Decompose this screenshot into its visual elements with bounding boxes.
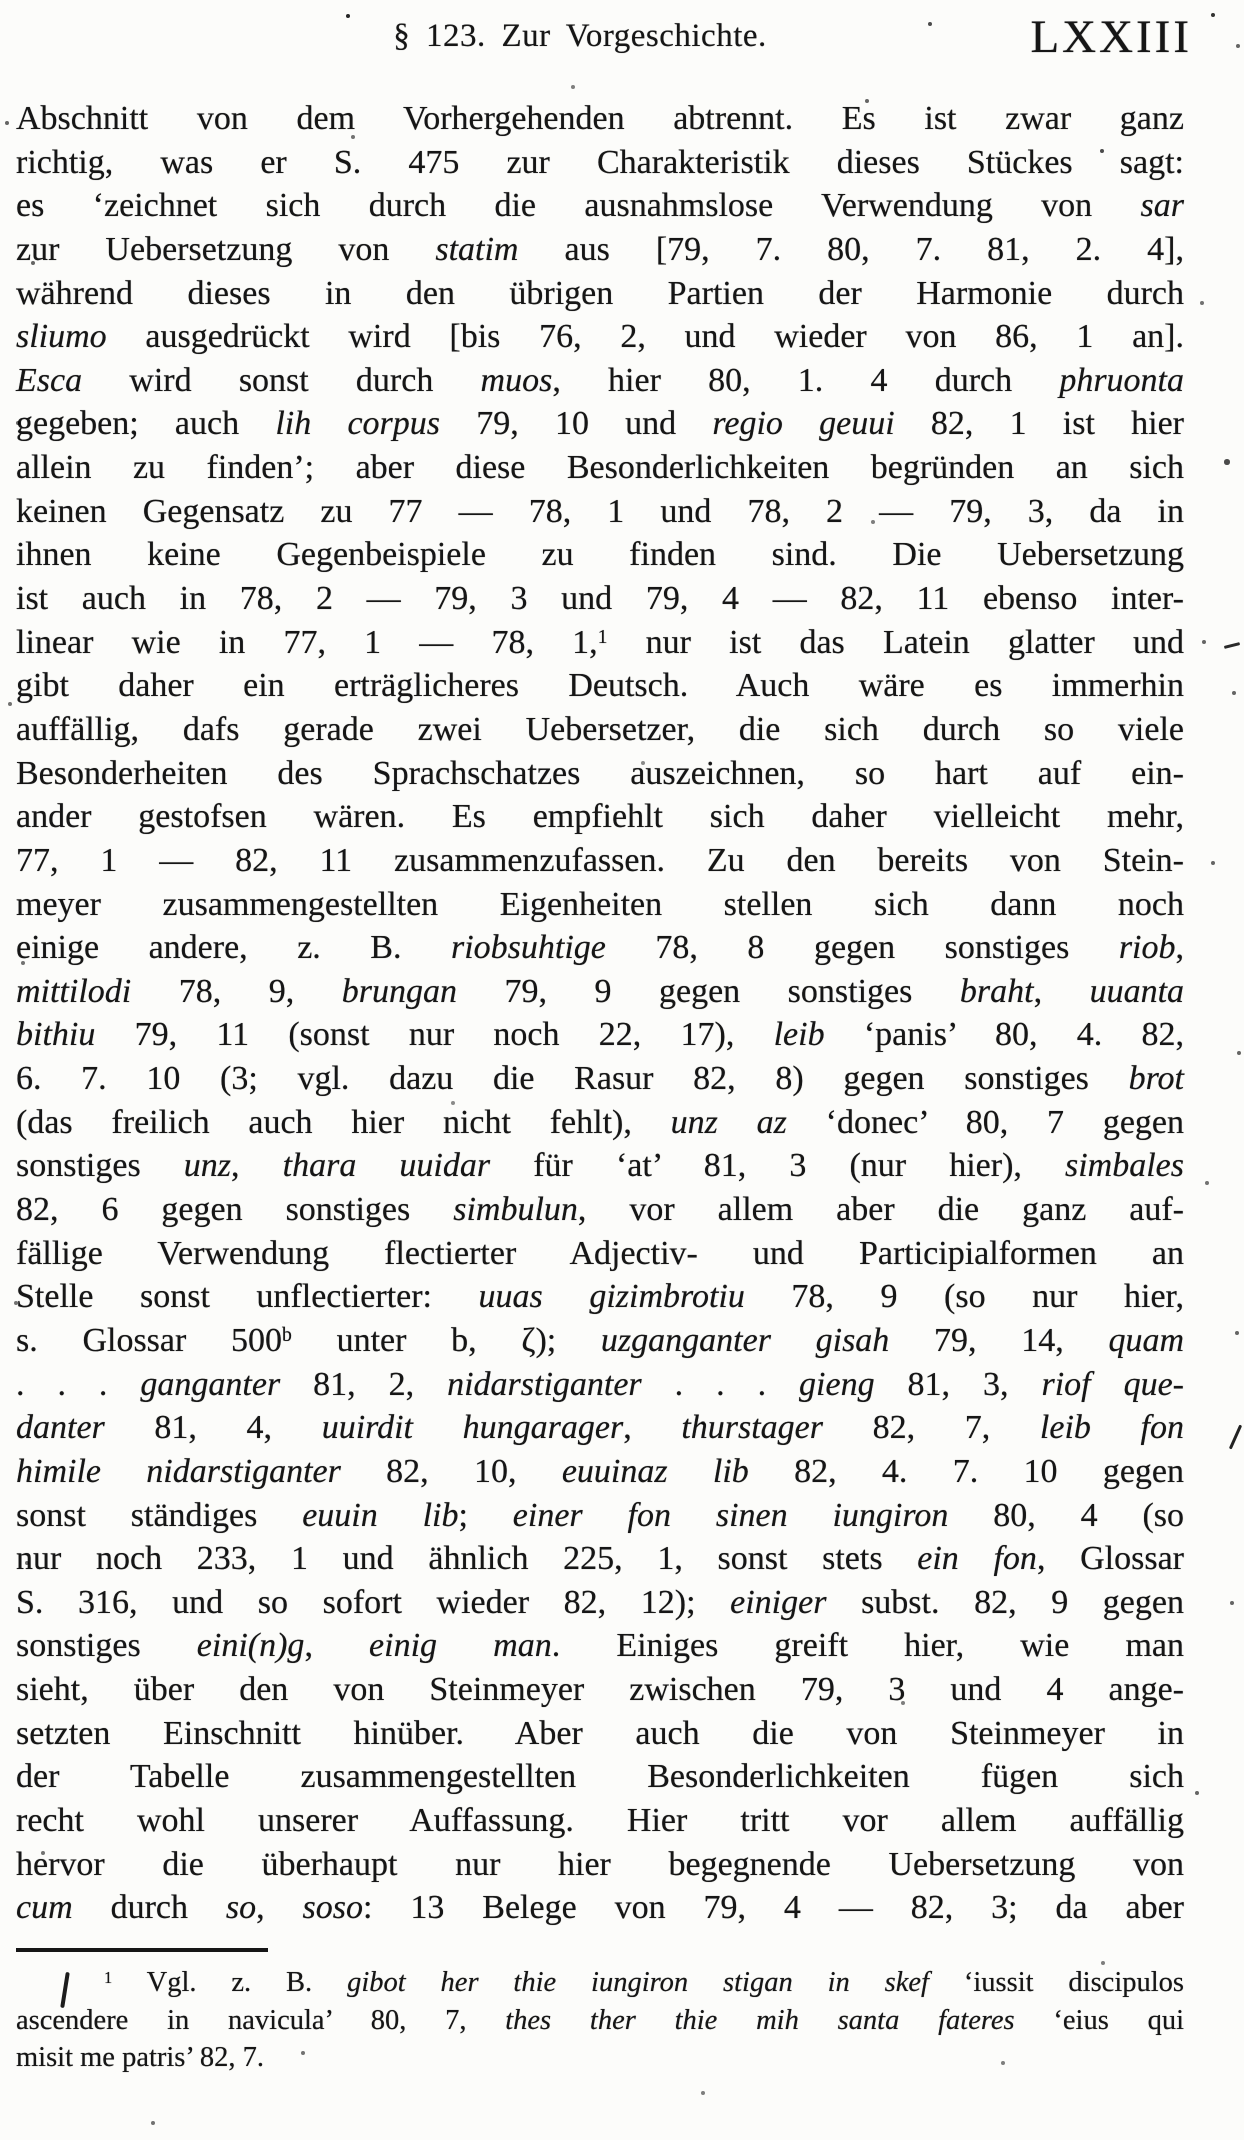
text-segment: , vor allem aber die ganz auf-: [577, 1191, 1184, 1229]
italic-text-segment: mittilodi: [16, 972, 132, 1010]
text-line: [16, 272, 1184, 316]
italic-text-segment: statim: [435, 230, 519, 268]
text-segment: . Einiges greift hier, wie man: [551, 1627, 1184, 1665]
text-segment: linear wie in 77, 1 — 78, 1,: [16, 623, 598, 661]
text-segment: wird sonst durch: [82, 361, 481, 399]
superscript-marker: 1: [597, 625, 608, 648]
text-line: [16, 184, 1184, 228]
text-segment: ander gestofsen wären. Es empfiehlt sich daher vielleicht mehr,: [16, 798, 1184, 836]
text-line: [16, 1799, 1184, 1843]
text-line: [16, 1755, 1184, 1799]
text-segment: . . .: [641, 1365, 800, 1403]
italic-text-segment: riobsuhtige: [451, 929, 606, 967]
text-segment: sonstiges: [16, 1147, 184, 1185]
italic-text-segment: Esca: [16, 361, 83, 399]
italic-text-segment: leib: [773, 1016, 825, 1054]
text-segment: 6. 7. 10 (3; vgl. dazu die Rasur 82, 8) gegen sonstiges: [16, 1060, 1129, 1098]
text-segment: : 13 Belege von 79, 4 — 82, 3; da aber: [363, 1889, 1184, 1927]
italic-text-segment: ein fon: [917, 1540, 1037, 1578]
text-segment: gegeben; auch: [16, 405, 276, 443]
page-header: [0, 10, 1244, 70]
text-line: [16, 883, 1184, 927]
text-segment: richtig, was er S. 475 zur Charakteristik dieses Stückes sagt:: [16, 143, 1184, 181]
text-segment: 81, 2,: [280, 1365, 448, 1403]
italic-text-segment: thurstager: [681, 1409, 824, 1447]
text-line: [16, 359, 1184, 403]
superscript-marker: b: [282, 1324, 292, 1347]
text-line: [16, 577, 1184, 621]
italic-text-segment: einiger: [730, 1583, 827, 1621]
text-line: [16, 752, 1184, 796]
text-segment: sieht, über den von Steinmeyer zwischen 79, 3 und 4 ange-: [16, 1671, 1184, 1709]
italic-text-segment: leib fon: [1039, 1409, 1184, 1447]
text-segment: , hier 80, 1. 4 durch: [552, 361, 1060, 399]
italic-text-segment: thes ther thie mih santa fateres: [505, 2004, 1015, 2036]
text-line: [16, 1712, 1184, 1756]
text-segment: meyer zusammengestellten Eigenheiten stellen sich dann noch: [16, 885, 1184, 923]
text-line: [16, 1668, 1184, 1712]
text-line: [16, 1450, 1184, 1494]
text-line: [16, 1581, 1184, 1625]
text-segment: ‘donec’ 80, 7 gegen: [786, 1103, 1185, 1141]
italic-text-segment: danter: [16, 1409, 105, 1447]
text-segment: ‘panis’ 80, 4. 82,: [824, 1016, 1184, 1054]
text-line: [16, 1494, 1184, 1538]
text-segment: 82, 10,: [340, 1452, 562, 1490]
text-line: [16, 1843, 1184, 1887]
text-line: [16, 315, 1184, 359]
text-segment: durch: [72, 1889, 226, 1927]
scan-margin-mark: [1229, 1425, 1242, 1450]
text-line: [16, 1275, 1184, 1319]
italic-text-segment: brot: [1128, 1060, 1184, 1098]
text-segment: ausgedrückt wird [bis 76, 2, und wieder von 86, 1 an].: [106, 318, 1184, 356]
text-segment: 82, 1 ist hier: [894, 405, 1185, 443]
text-line: [16, 970, 1184, 1014]
text-segment: 78, 9,: [131, 972, 342, 1010]
italic-text-segment: eini(n)g: [196, 1627, 305, 1665]
text-segment: (das freilich auch hier nicht fehlt),: [16, 1103, 671, 1141]
section-heading: § 123. Zur Vorgeschichte.: [393, 18, 767, 54]
text-line: [16, 1101, 1184, 1145]
footnote-rule: [16, 1948, 268, 1952]
text-line: [16, 1188, 1184, 1232]
text-segment: es ‘zeichnet sich durch die ausnahmslose Verwendung von: [16, 187, 1141, 225]
text-line: [16, 1624, 1184, 1668]
italic-text-segment: braht: [959, 972, 1034, 1010]
text-segment: ,: [304, 1627, 370, 1665]
text-segment: ‘iussit discipulos: [928, 1967, 1184, 1998]
text-segment: während dieses in den übrigen Partien der Harmonie durch: [16, 274, 1184, 312]
text-line: [16, 1013, 1184, 1057]
italic-text-segment: thara uuidar: [282, 1147, 491, 1185]
text-line: [16, 1886, 1184, 1930]
text-segment: 78, 8 gegen sonstiges: [605, 929, 1119, 967]
italic-text-segment: uzganganter gisah: [600, 1321, 890, 1359]
text-segment: keinen Gegensatz zu 77 — 78, 1 und 78, 2 — 79, 3, da in: [16, 492, 1184, 530]
italic-text-segment: sar: [1140, 187, 1184, 225]
text-segment: 79, 11 (sonst nur noch 22, 17),: [95, 1016, 774, 1054]
text-line: [16, 708, 1184, 752]
superscript-marker: 1: [104, 1967, 113, 1987]
text-segment: . . .: [16, 1365, 141, 1403]
italic-text-segment: simbulun: [453, 1191, 578, 1229]
footnote: [16, 1964, 1184, 2077]
text-line: [16, 839, 1184, 883]
text-line: [16, 1363, 1184, 1407]
text-segment: ascendere in navicula’ 80, 7,: [16, 2004, 506, 2036]
text-line: [16, 533, 1184, 577]
italic-text-segment: simbales: [1065, 1147, 1184, 1185]
text-line: [16, 2039, 1184, 2077]
text-segment: misit me patris’ 82, 7.: [16, 2042, 265, 2073]
text-segment: 79, 10 und: [440, 405, 713, 443]
text-segment: nur noch 233, 1 und ähnlich 225, 1, sonst stets: [16, 1540, 918, 1578]
italic-text-segment: bithiu: [16, 1016, 96, 1054]
scan-margin-mark: [1224, 642, 1240, 649]
italic-text-segment: unz az: [670, 1103, 787, 1141]
text-segment: 79, 14,: [889, 1321, 1109, 1359]
text-segment: 82, 7,: [823, 1409, 1040, 1447]
text-line: [16, 1232, 1184, 1276]
italic-text-segment: lih corpus: [275, 405, 441, 443]
text-segment: ,: [623, 1409, 682, 1447]
text-segment: 81, 3,: [874, 1365, 1042, 1403]
text-segment: ist auch in 78, 2 — 79, 3 und 79, 4 — 82, 11 ebenso inter-: [16, 580, 1184, 618]
italic-text-segment: cum: [16, 1889, 73, 1927]
text-segment: fällige Verwendung flectierter Adjectiv- und Participialformen an: [16, 1234, 1184, 1272]
text-segment: Vgl. z. B.: [112, 1967, 348, 1998]
text-segment: , Glossar: [1036, 1540, 1185, 1578]
text-segment: für ‘at’ 81, 3 (nur hier),: [490, 1147, 1065, 1185]
text-segment: setzten Einschnitt hinüber. Aber auch die von Steinmeyer in: [16, 1714, 1184, 1752]
text-segment: Stelle sonst unflectierter:: [16, 1278, 479, 1316]
text-segment: aus [79, 7. 80, 7. 81, 2. 4],: [518, 230, 1184, 268]
text-line: [16, 1057, 1184, 1101]
text-segment: zur Uebersetzung von: [16, 230, 436, 268]
italic-text-segment: phruonta: [1059, 361, 1184, 399]
text-segment: subst. 82, 9 gegen: [826, 1583, 1184, 1621]
text-line: [16, 402, 1184, 446]
text-segment: ,: [231, 1147, 283, 1185]
italic-text-segment: unz: [183, 1147, 232, 1185]
italic-text-segment: uuanta: [1089, 972, 1185, 1010]
italic-text-segment: so: [225, 1889, 257, 1927]
text-segment: ,: [1033, 972, 1090, 1010]
italic-text-segment: einig man: [369, 1627, 552, 1665]
text-segment: allein zu finden’; aber diese Besonderlichkeiten begründen an sich: [16, 449, 1184, 487]
text-line: [16, 490, 1184, 534]
text-line: [16, 926, 1184, 970]
body-text: [16, 97, 1184, 1930]
italic-text-segment: euuin lib: [302, 1496, 459, 1534]
text-segment: 77, 1 — 82, 11 zusammenzufassen. Zu den bereits von Stein-: [16, 841, 1184, 879]
text-segment: Abschnitt von dem Vorhergehenden abtrennt. Es ist zwar ganz: [16, 100, 1184, 137]
text-segment: gibt daher ein erträglicheres Deutsch. Auch wäre es immerhin: [16, 667, 1184, 705]
italic-text-segment: riob: [1118, 929, 1176, 967]
italic-text-segment: riof que-: [1041, 1365, 1185, 1403]
text-segment: recht wohl unserer Auffassung. Hier tritt vor allem auffällig: [16, 1801, 1184, 1839]
text-segment: 81, 4,: [104, 1409, 322, 1447]
text-segment: ‘eius qui: [1014, 2004, 1184, 2036]
text-line: [16, 446, 1184, 490]
text-line: [16, 621, 1184, 665]
text-segment: der Tabelle zusammengestellten Besonderlichkeiten fügen sich: [16, 1758, 1184, 1796]
text-segment: einige andere, z. B.: [16, 929, 451, 967]
italic-text-segment: gibot her thie iungiron stigan in skef: [347, 1967, 929, 1998]
text-segment: ,: [1175, 929, 1185, 967]
page-number: LXXIII: [1030, 11, 1192, 63]
italic-text-segment: euuinaz lib: [561, 1452, 749, 1490]
text-segment: nur ist das Latein glatter und: [607, 623, 1184, 661]
italic-text-segment: regio geuui: [712, 405, 895, 443]
text-segment: hervor die überhaupt nur hier begegnende Uebersetzung von: [16, 1845, 1184, 1883]
text-segment: ;: [458, 1496, 513, 1534]
italic-text-segment: ganganter: [140, 1365, 281, 1403]
text-line: [16, 228, 1184, 272]
text-segment: 82, 4. 7. 10 gegen: [748, 1452, 1185, 1490]
text-segment: sonstiges: [16, 1627, 197, 1665]
text-segment: 79, 9 gegen sonstiges: [456, 972, 960, 1010]
italic-text-segment: muos: [480, 361, 553, 399]
italic-text-segment: soso: [302, 1889, 364, 1927]
text-segment: S. 316, und so sofort wieder 82, 12);: [16, 1583, 731, 1621]
text-segment: ihnen keine Gegenbeispiele zu finden sind. Die Uebersetzung: [16, 536, 1184, 574]
text-segment: ,: [256, 1889, 303, 1927]
scan-noise: [0, 0, 2, 2]
text-line: [16, 141, 1184, 185]
italic-text-segment: gieng: [799, 1365, 875, 1403]
italic-text-segment: quam: [1108, 1321, 1184, 1359]
italic-text-segment: einer fon sinen iungiron: [512, 1496, 949, 1534]
italic-text-segment: uuirdit hungarager: [321, 1409, 624, 1447]
text-line: [16, 97, 1184, 141]
text-segment: 82, 6 gegen sonstiges: [16, 1191, 454, 1229]
italic-text-segment: brungan: [341, 972, 457, 1010]
text-line: [16, 1537, 1184, 1581]
text-line: [16, 1964, 1184, 2002]
text-line: [16, 795, 1184, 839]
text-segment: unter b, ζ);: [291, 1321, 601, 1359]
text-line: [16, 1144, 1184, 1188]
text-segment: 78, 9 (so nur hier,: [744, 1278, 1184, 1316]
text-line: [16, 1319, 1184, 1363]
italic-text-segment: nidarstiganter: [447, 1365, 642, 1403]
text-segment: auffällig, dafs gerade zwei Uebersetzer, die sich durch so viele: [16, 710, 1184, 748]
text-segment: Besonderheiten des Sprachschatzes auszeichnen, so hart auf ein-: [16, 754, 1184, 792]
text-line: [16, 1406, 1184, 1450]
italic-text-segment: sliumo: [16, 318, 107, 356]
text-segment: 80, 4 (so: [948, 1496, 1184, 1534]
text-line: [16, 2002, 1184, 2040]
italic-text-segment: himile nidarstiganter: [16, 1452, 341, 1490]
text-segment: sonst ständiges: [16, 1496, 303, 1534]
italic-text-segment: uuas gizimbrotiu: [478, 1278, 745, 1316]
text-segment: s. Glossar 500: [16, 1321, 283, 1359]
text-line: [16, 664, 1184, 708]
